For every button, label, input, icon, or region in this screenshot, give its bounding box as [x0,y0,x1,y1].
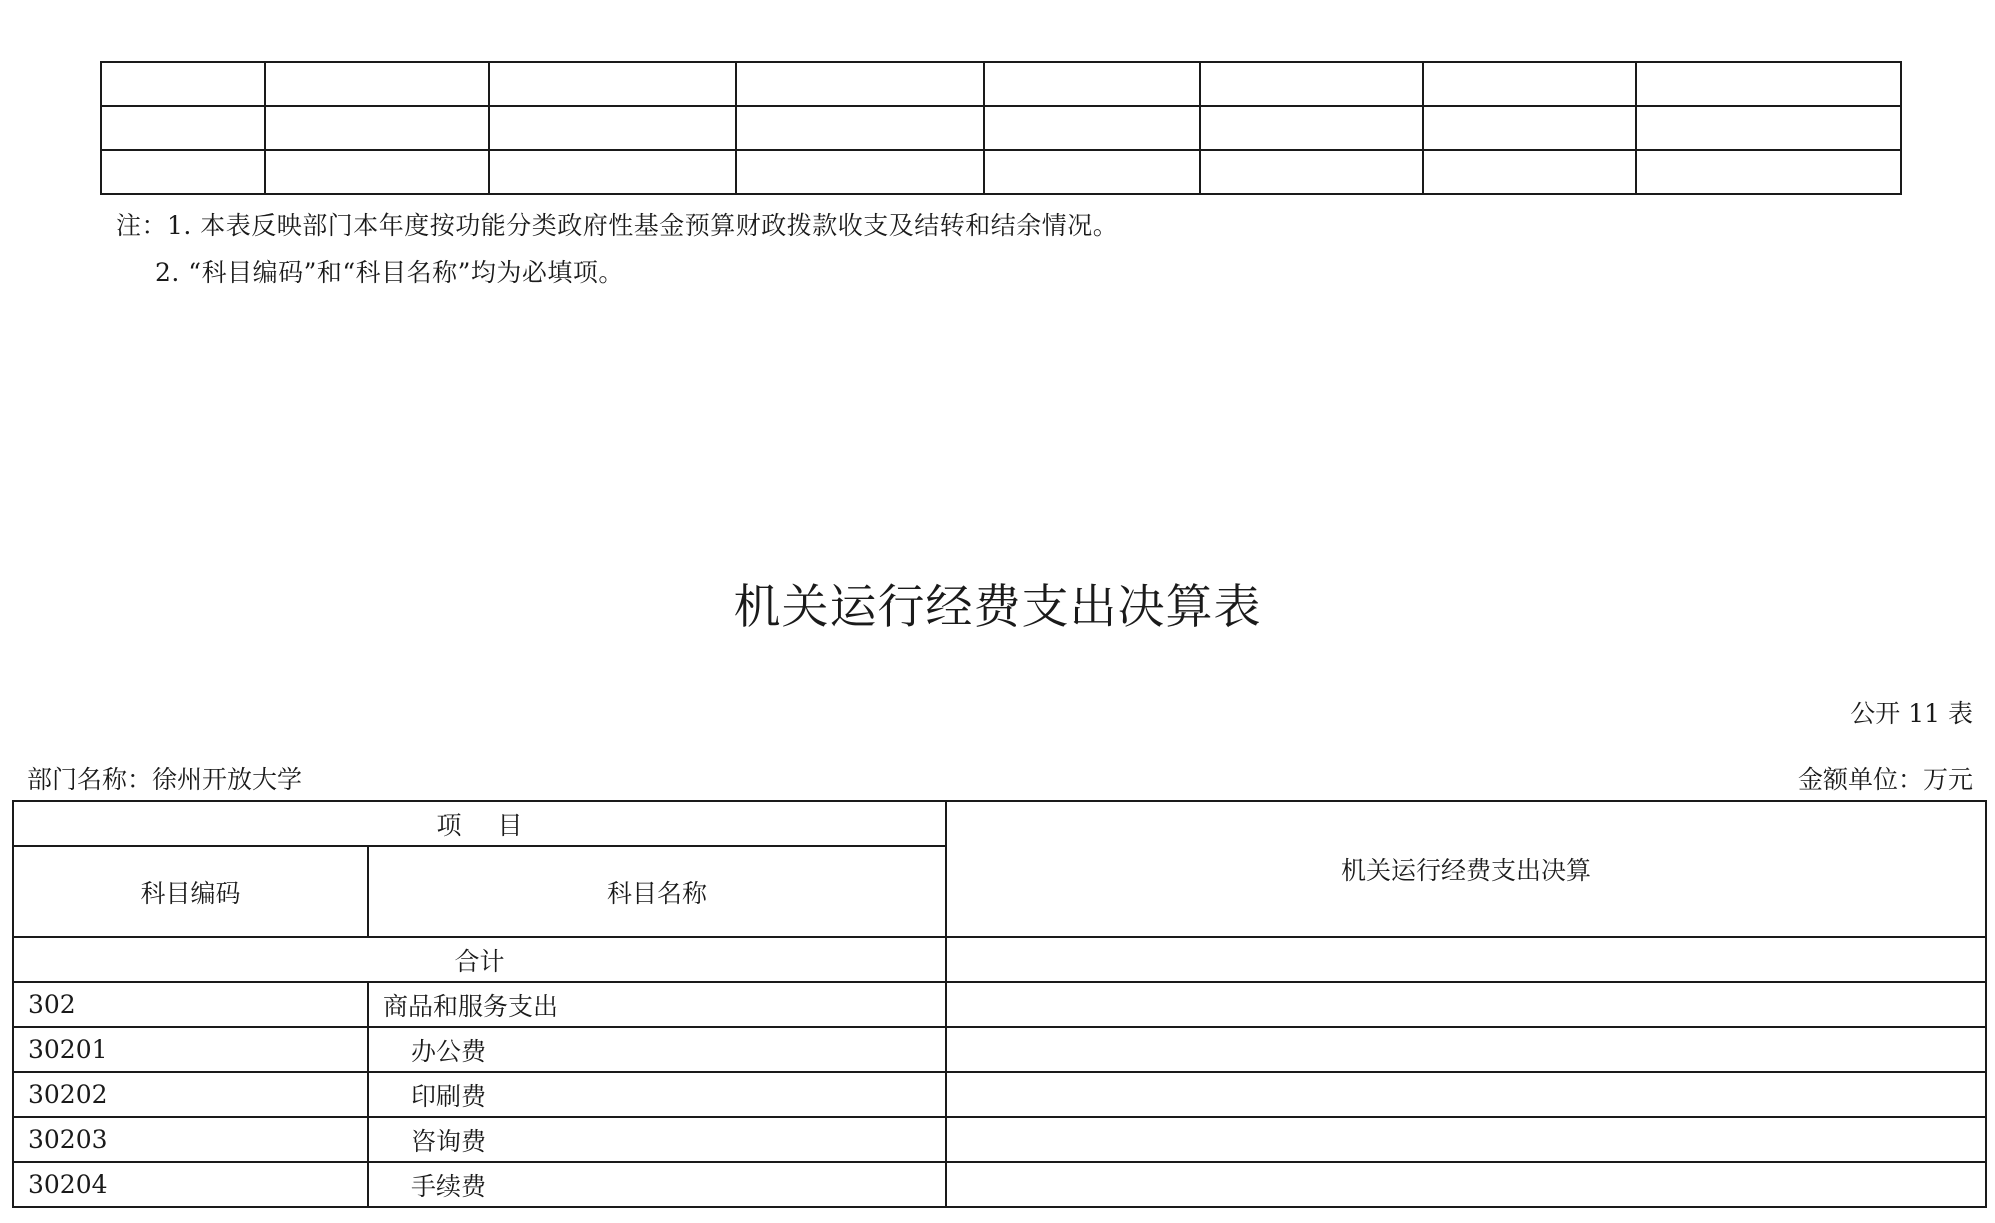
table-cell [1200,106,1423,150]
report-title: 机关运行经费支出决算表 [733,580,1262,635]
table-cell [489,106,736,150]
row-value [946,982,1986,1027]
table-cell [1200,62,1423,106]
table-row [101,150,1901,194]
row-code: 30202 [13,1072,368,1117]
table-row [101,62,1901,106]
table-cell [101,150,265,194]
header-name: 科目名称 [368,846,946,937]
table-cell [984,62,1200,106]
row-name: 咨询费 [368,1117,946,1162]
table-cell [736,62,984,106]
table-row [101,106,1901,150]
previous-table-fragment [100,61,1902,195]
table-cell [1423,150,1636,194]
table-cell [265,106,489,150]
row-name: 印刷费 [368,1072,946,1117]
row-code: 30201 [13,1027,368,1072]
table-cell [1423,62,1636,106]
row-name: 商品和服务支出 [368,982,946,1027]
total-label: 合计 [13,937,946,982]
table-row [13,1117,1986,1162]
table-cell [984,150,1200,194]
table-cell [265,150,489,194]
total-row [13,937,1986,982]
table-row [13,1027,1986,1072]
amount-unit: 金额单位：万元 [1797,765,1973,794]
header-item-cell [13,801,946,846]
row-code: 302 [13,982,368,1027]
header-value: 机关运行经费支出决算 [946,801,1986,937]
row-value [946,1027,1986,1072]
note-line-2: 2. “科目编码”和“科目名称”均为必填项。 [155,258,624,287]
row-code: 30203 [13,1117,368,1162]
table-cell [984,106,1200,150]
row-name: 办公费 [368,1027,946,1072]
table-header-row [13,801,1986,846]
table-number: 公开 11 表 [1850,699,1973,728]
header-item: 项目 [436,810,559,840]
table-row [13,1072,1986,1117]
table-cell [1636,62,1901,106]
table-cell [736,150,984,194]
department-name: 部门名称：徐州开放大学 [27,765,303,794]
table-cell [489,150,736,194]
table-cell [265,62,489,106]
note-line-1: 注：1. 本表反映部门本年度按功能分类政府性基金预算财政拨款收支及结转和结余情况。 [116,211,1119,240]
header-code: 科目编码 [13,846,368,937]
row-value [946,1117,1986,1162]
row-name: 手续费 [368,1162,946,1207]
table-cell [736,106,984,150]
row-value [946,1072,1986,1117]
table-cell [1200,150,1423,194]
table-cell [1636,150,1901,194]
total-value [946,937,1986,982]
table-row [13,1162,1986,1207]
table-cell [101,62,265,106]
row-value [946,1162,1986,1207]
row-code: 30204 [13,1162,368,1207]
table-row [13,982,1986,1027]
table-cell [489,62,736,106]
table-cell [1423,106,1636,150]
expense-table [12,800,1987,1208]
table-cell [1636,106,1901,150]
table-cell [101,106,265,150]
